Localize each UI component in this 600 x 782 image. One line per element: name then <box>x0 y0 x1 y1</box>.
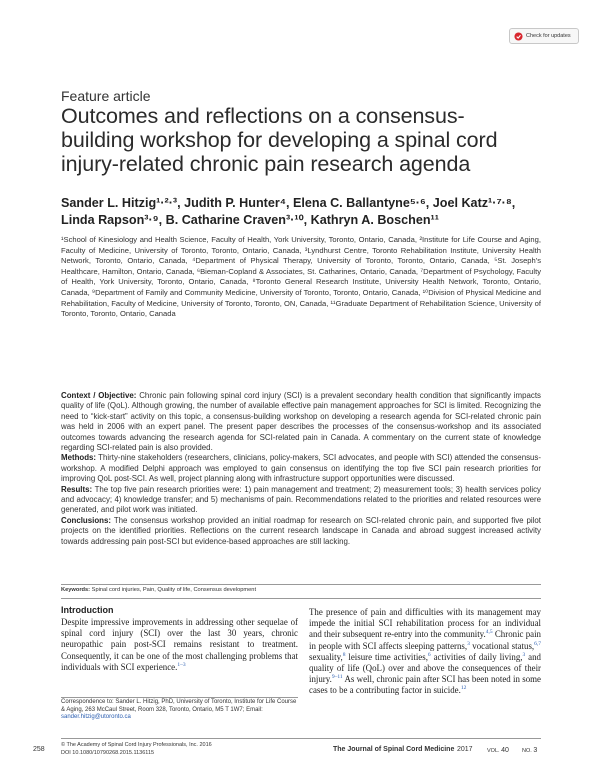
methods-label: Methods: <box>61 453 97 463</box>
citation-link[interactable]: 8 <box>342 651 346 658</box>
conclusions-text: The consensus workshop provided an initial roadmap for research on SCI-related chronic pain, and supported five pilot projects on the identified priorities. Reflections on the current research landscape in Canada and abroad suggest increased activity towards addressing pain post-SCI but evidence-based approaches are still lacking. <box>61 515 541 546</box>
check-for-updates-label: Check for updates <box>526 33 571 39</box>
body-text: leisure time activities, <box>345 651 428 662</box>
check-for-updates-icon <box>514 32 523 41</box>
doi[interactable]: DOI 10.1080/10790268.2015.1136115 <box>61 749 155 756</box>
page-number: 258 <box>33 746 45 753</box>
copyright: © The Academy of Spinal Cord Injury Professionals, Inc. 2016 <box>61 742 212 748</box>
divider <box>61 598 541 599</box>
author-line-2: Linda Rapson³·⁹, B. Catharine Craven³·¹⁰, Kathryn A. Boschen¹¹ <box>61 213 439 227</box>
abstract <box>61 391 541 547</box>
volume-label: VOL. <box>487 748 500 754</box>
abstract-results <box>61 485 541 516</box>
citation-link[interactable]: 3 <box>522 651 526 658</box>
correspondence <box>61 699 298 722</box>
title-line-3: injury-related chronic pain research agenda <box>61 152 471 176</box>
author-line-1: Sander L. Hitzig¹·²·³, Judith P. Hunter⁴, Elena C. Ballantyne⁵·⁶, Joel Katz¹·⁷·⁸, <box>61 196 516 210</box>
keywords-label: Keywords: <box>61 587 91 593</box>
journal-year: 2017 <box>457 746 473 753</box>
body-column-right <box>309 607 541 697</box>
citation-link[interactable]: 6 <box>427 651 431 658</box>
journal-volume <box>487 747 509 754</box>
citation-link[interactable]: 4,5 <box>485 629 493 636</box>
citation-link[interactable]: 9–11 <box>331 674 343 681</box>
copyright-block <box>61 742 212 757</box>
check-for-updates-badge[interactable] <box>509 28 579 44</box>
divider <box>61 697 298 698</box>
article-type: Feature article <box>61 88 151 104</box>
divider <box>61 584 541 585</box>
body-text: vocational status, <box>469 640 535 651</box>
article-title <box>61 104 561 176</box>
issue-label: NO. <box>522 748 532 754</box>
abstract-context <box>61 391 541 453</box>
abstract-conclusions <box>61 516 541 547</box>
keywords <box>61 587 256 593</box>
body-text: As well, chronic pain after SCI has been noted in some cases to be a contributing factor in suicide. <box>309 674 541 696</box>
citation-link[interactable]: 1–3 <box>177 661 186 668</box>
keywords-text: Spinal cord injuries, Pain, Quality of life, Consensus development <box>90 587 257 593</box>
title-line-2: building workshop for developing a spinal cord <box>61 128 498 152</box>
conclusions-label: Conclusions: <box>61 515 111 525</box>
body-text: activities of daily living, <box>430 651 523 662</box>
results-text: The top five pain research priorities were: 1) pain management and treatment; 2) measurement tools; 3) health services policy and advocacy; 4) knowledge transfer; and 5) mechanisms of pain. Recommendations related to the priorities and related resources were generated, and pilot work was initiated. <box>61 484 541 515</box>
body-text: Despite impressive improvements in addressing other sequelae of spinal cord injury (SCI) over the last 30 years, chronic neuropathic pain post-SCI remains resistant to treatment. Consequently, it can be one of the most challenging problems that individuals with SCI experience. <box>61 617 298 672</box>
correspondence-text: Correspondence to: Sander L. Hitzig, PhD, University of Toronto, Institute for Life Course & Aging, 263 McCaul Street, Room 328, Toronto, Ontario, M5 T 1W7; Email: <box>61 699 297 713</box>
body-text: sexuality, <box>309 651 343 662</box>
introduction-heading: Introduction <box>61 605 114 615</box>
affiliations: ¹School of Kinesiology and Health Science, Faculty of Health, York University, Toronto, Ontario, Canada, ²Institute for Life Course and Aging, Faculty of Medicine, University of Toronto, Toronto, Ontario, Canada, ³Lyndhurst Centre, Toronto Rehabilitation Institute, University Health Network, Toronto, Ontario, Canada, ⁴Department of Physical Therapy, University of Toronto, Toronto, Ontario, Canada, ⁵St. Joseph's Healthcare, Hamilton, Ontario, Canada, ⁶Bieman-Copland & Associates, St. Catharines, Ontario, Canada, ⁷Department of Psychology, Faculty of Health, York University, Toronto, Ontario, Canada, ⁸Toronto General Research Institute, University Health Network, Toronto, Ontario, Canada, ⁹Department of Family and Community Medicine, University of Toronto, Toronto, Ontario, Canada, ¹⁰Division of Physical Medicine and Rehabilitation, Faculty of Medicine, University of Toronto, Toronto, ON, Canada, ¹¹Graduate Department of Rehabilitation Science, University of Toronto, Toronto, Ontario, Canada <box>61 235 541 319</box>
volume-number: 40 <box>501 747 509 754</box>
citation-link[interactable]: 6,7 <box>534 640 541 647</box>
body-column-left <box>61 617 298 673</box>
body-text: The presence of pain and difficulties with its management may impede the initial SCI rehabilitation process for an individual and their subsequent re-entry into the community. <box>309 607 541 640</box>
title-line-1: Outcomes and reflections on a consensus- <box>61 104 465 128</box>
abstract-methods <box>61 453 541 484</box>
citation-link[interactable]: 3 <box>467 640 470 647</box>
citation-link[interactable]: 12 <box>460 685 467 692</box>
divider <box>61 738 541 739</box>
correspondence-email-link[interactable]: sander.hitzig@utoronto.ca <box>61 714 131 721</box>
body-text: Chronic pain in people with SCI affects sleeping patterns, <box>309 629 541 651</box>
body-text: and quality of life (QoL) over and above the consequences of their injury. <box>309 651 541 685</box>
methods-text: Thirty-nine stakeholders (researchers, clinicians, policy-makers, SCI advocates, and people with SCI) attended the consensus-workshop. A modified Delphi approach was employed to gain consensus on identifying the top five SCI pain research priorities for improving QoL post-SCI. As well, project planning along with infrastructure support opportunities were discussed. <box>61 453 541 484</box>
journal-issue <box>522 747 537 754</box>
context-text: Chronic pain following spinal cord injury (SCI) is a prevalent secondary health condition that significantly impacts quality of life (QoL). Although growing, the number of available effective pain management approaches for SCI is limited. Recognizing the need to “kick-start” activity on this topic, a consensus-building workshop on developing a research agenda for SCI-related chronic pain was held in 2006 with an expert panel. The present paper describes the processes of the consensus-workshop and its associated outcomes towards advancing the research agenda for SCI-related pain in Canada. A commentary on the current state of knowledge regarding SCI-related pain is also provided. <box>61 391 541 453</box>
issue-number: 3 <box>533 747 538 754</box>
author-list <box>61 195 561 229</box>
results-label: Results: <box>61 484 93 494</box>
journal-name: The Journal of Spinal Cord Medicine <box>333 746 455 753</box>
context-label: Context / Objective: <box>61 391 137 400</box>
